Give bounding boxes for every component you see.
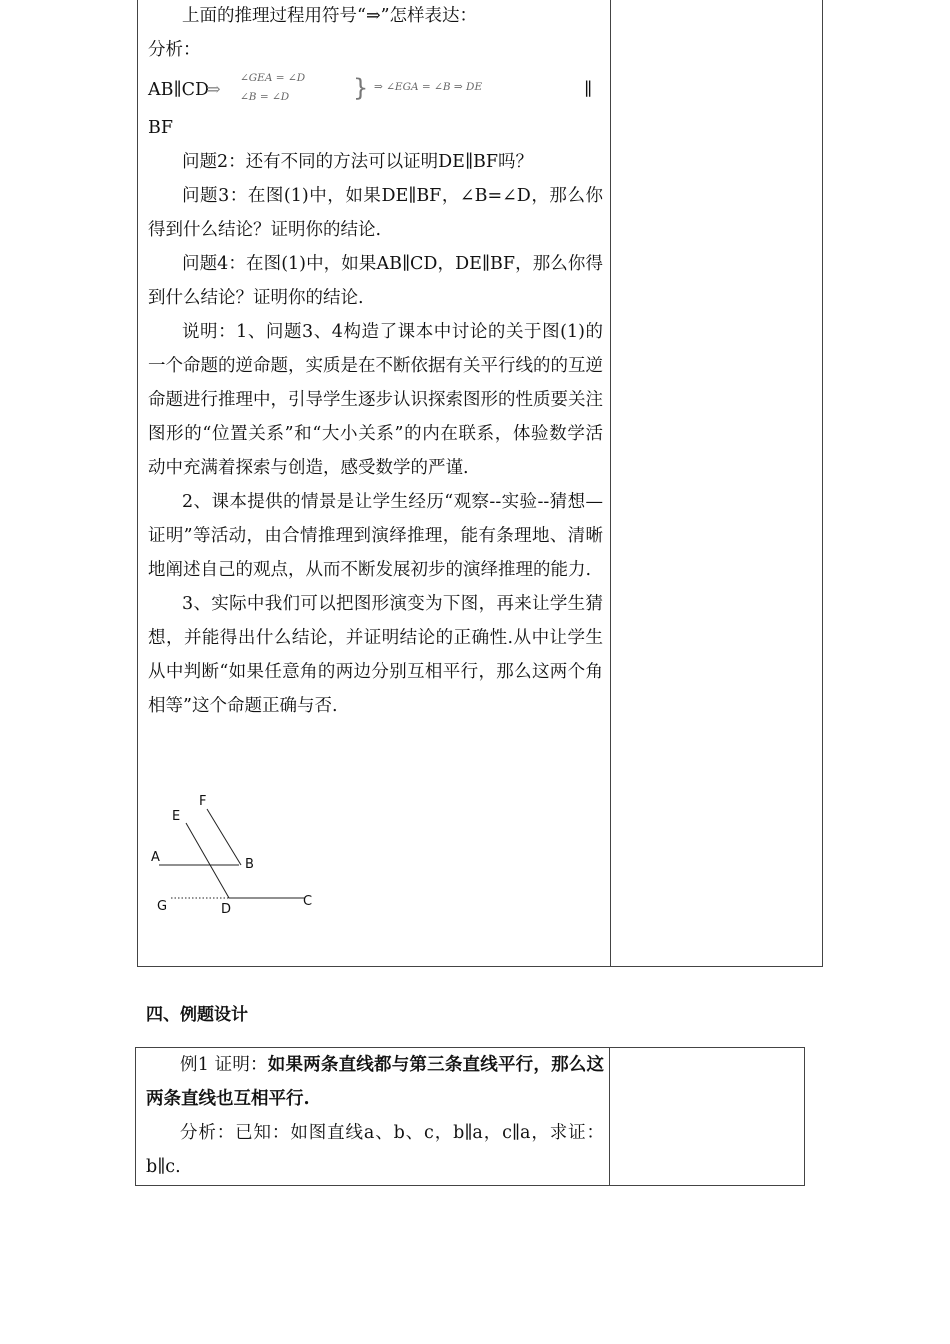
- note-3: 3、实际中我们可以把图形演变为下图，再来让学生猜想，并能得出什么结论，并证明结论的正确性.从中让学生从中判断“如果任意角的两边分别互相平行，那么这两个角相等”这个命题正确与否.: [148, 594, 603, 716]
- label-g: G: [157, 899, 168, 914]
- content-cell: [148, 0, 603, 723]
- question-4: 问题4：在图(1)中，如果AB∥CD，DE∥BF，那么你得到什么结论？证明你的结论.: [148, 254, 603, 308]
- question-3: 问题3：在图(1)中，如果DE∥BF，∠B=∠D，那么你得到什么结论？证明你的结论.: [148, 186, 603, 240]
- example-cell: [146, 1048, 604, 1184]
- label-f: F: [199, 794, 207, 809]
- formula-arrow: ⇒: [206, 80, 221, 100]
- label-a: A: [151, 850, 160, 865]
- formula-bottom-condition: ∠B = ∠D: [240, 91, 290, 103]
- column-divider: [609, 1048, 610, 1185]
- reasoning-formula: [148, 69, 603, 111]
- example-label: 例1 证明：: [180, 1055, 268, 1075]
- lesson-table: [137, 0, 823, 967]
- section-heading: 四、例题设计: [146, 1005, 248, 1025]
- brace-icon: }: [353, 74, 369, 102]
- example-analysis: 分析：已知：如图直线a、b、c，b∥a，c∥a，求证：b∥c.: [146, 1123, 604, 1177]
- formula-conclusion: ⇒ ∠EGA = ∠B ⇒ DE: [374, 81, 483, 93]
- formula-tail: BF: [148, 118, 174, 138]
- note-1: 说明：1、问题3、4构造了课本中讨论的关于图(1)的一个命题的逆命题，实质是在不断依据有关平行线的的互逆命题进行推理中，引导学生逐步认识探索图形的性质要关注图形的“位置关系”和“大小关系”的内在联系，体验数学活动中充满着探索与创造，感受数学的严谨.: [148, 322, 603, 478]
- intro-line: 上面的推理过程用符号“⇒”怎样表达：: [182, 6, 478, 26]
- label-d: D: [221, 902, 232, 917]
- question-2: 问题2：还有不同的方法可以证明DE∥BF吗？: [182, 152, 534, 172]
- formula-start: AB∥CD: [148, 80, 210, 100]
- formula-parallel: ∥: [584, 80, 593, 100]
- example-table: [135, 1047, 805, 1186]
- line-fb: [207, 809, 241, 865]
- example-statement: [146, 1048, 604, 1116]
- geometry-figure: [138, 789, 338, 929]
- column-divider: [610, 0, 611, 966]
- label-b: B: [245, 857, 254, 872]
- formula-top-condition: ∠GEA = ∠D: [240, 72, 306, 84]
- label-c: C: [303, 894, 313, 909]
- note-2: 2、课本提供的情景是让学生经历“观察--实验--猜想—证明”等活动，由合情推理到演绎推理，能有条理地、清晰地阐述自己的观点，从而不断发展初步的演绎推理的能力.: [148, 492, 603, 580]
- label-e: E: [172, 809, 181, 824]
- analysis-label: 分析：: [148, 40, 201, 60]
- example-proposition: 如果两条直线都与第三条直线平行，那么这两条直线也互相平行.: [146, 1055, 605, 1109]
